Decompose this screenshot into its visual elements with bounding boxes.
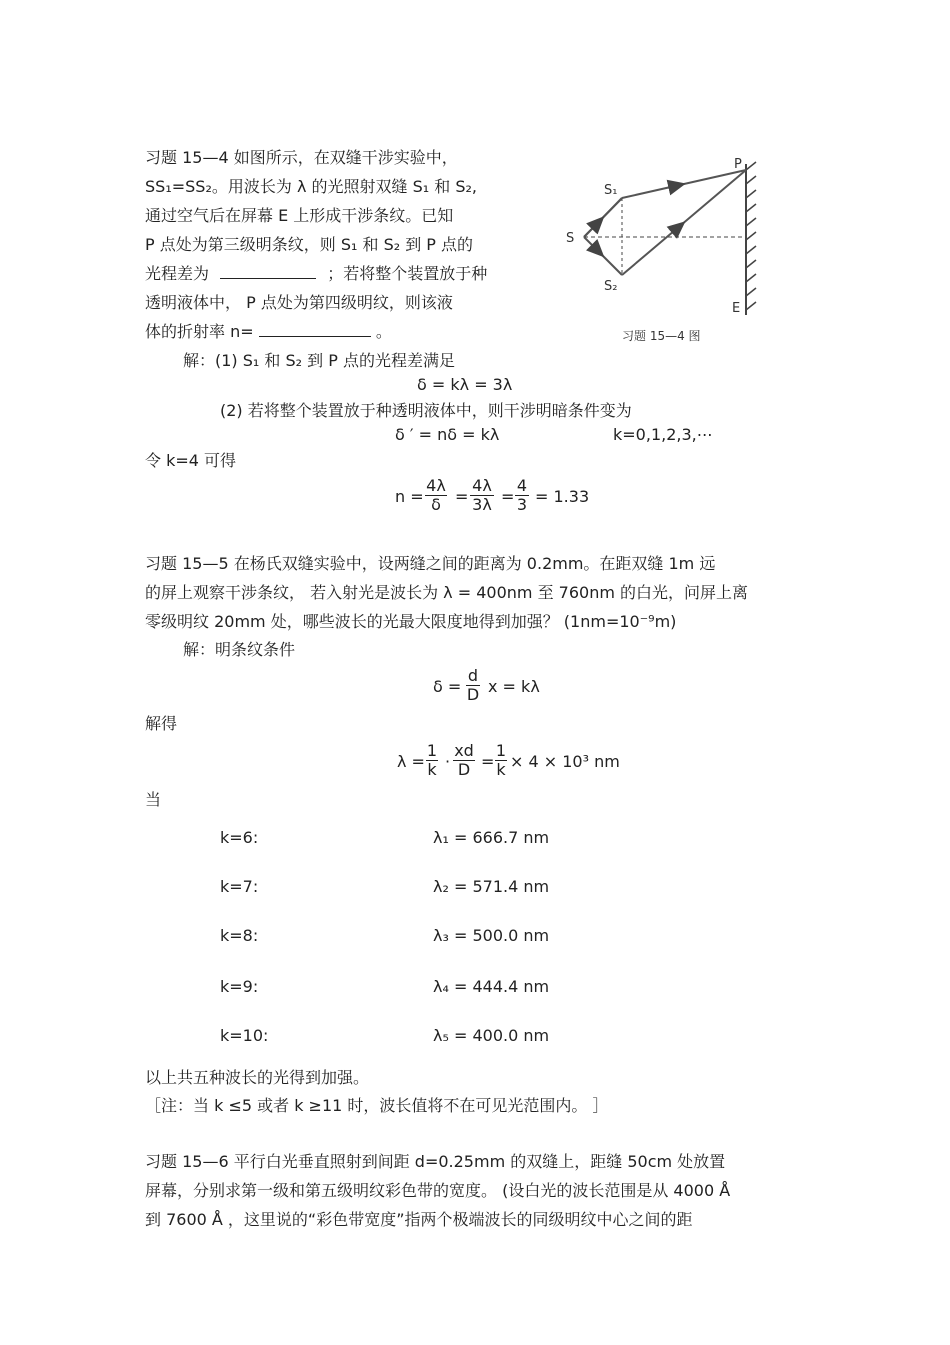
label-S1: S₁ bbox=[604, 183, 618, 198]
result-lambda: λ₂ = 571.4 nm bbox=[433, 877, 550, 896]
ray-s-s2 bbox=[584, 237, 622, 275]
p155-eq2-lhs: λ = bbox=[397, 752, 425, 771]
p154-line4: P 点处为第三级明条纹，则 S₁ 和 S₂ 到 P 点的 bbox=[145, 235, 474, 254]
p155-eq2-f2-num: xd bbox=[454, 741, 474, 760]
label-P: P bbox=[734, 157, 742, 172]
result-lambda: λ₃ = 500.0 nm bbox=[433, 926, 550, 945]
result-k: k=6: bbox=[220, 828, 259, 847]
eq3-frac1 bbox=[425, 477, 447, 514]
result-lambda: λ₄ = 444.4 nm bbox=[433, 977, 550, 996]
p155-line1: 习题 15—5 在杨氏双缝实验中，设两缝之间的距离为 0.2mm。在距双缝 1m 远 bbox=[145, 554, 716, 573]
figure-caption: 习题 15—4 图 bbox=[622, 329, 701, 343]
p154-sol1: 解：(1) S₁ 和 S₂ 到 P 点的光程差满足 bbox=[183, 351, 455, 370]
eq3-eq2: = bbox=[501, 487, 515, 506]
p155-when: 当 bbox=[145, 790, 162, 809]
eq3-frac2 bbox=[470, 477, 494, 514]
p154-line6: 透明液体中， P 点处为第四级明纹，则该液 bbox=[145, 293, 453, 312]
answer-blank-refractive-index bbox=[259, 322, 371, 337]
answer-blank-path-difference bbox=[220, 264, 316, 279]
result-k: k=9: bbox=[220, 977, 259, 996]
p155-eq2-frac3 bbox=[495, 742, 507, 779]
result-lambda: λ₁ = 666.7 nm bbox=[433, 828, 550, 847]
result-k: k=8: bbox=[220, 926, 259, 945]
p155-eq1-rhs: x = kλ bbox=[488, 677, 540, 696]
eq3-frac2-num: 4λ bbox=[472, 476, 492, 495]
p154-eq2-k: k=0,1,2,3,⋯ bbox=[613, 425, 713, 444]
p156-line2: 屏幕，分别求第一级和第五级明纹彩色带的宽度。 (设白光的波长范围是从 4000 Å bbox=[145, 1181, 731, 1200]
p154-line7b: 。 bbox=[375, 322, 392, 341]
p155-eq2-frac2 bbox=[453, 742, 475, 779]
p155-note: ［注：当 k ≤5 或者 k ≥11 时，波长值将不在可见光范围内。 ］ bbox=[145, 1096, 609, 1115]
p154-line5a: 光程差为 bbox=[145, 264, 210, 283]
eq3-result: = 1.33 bbox=[535, 487, 590, 506]
label-S2: S₂ bbox=[604, 279, 618, 294]
p155-eq1-lhs: δ = bbox=[433, 677, 462, 696]
eq3-frac2-den: 3λ bbox=[470, 495, 494, 514]
p154-line7a: 体的折射率 n= bbox=[145, 322, 254, 341]
p154-line5 bbox=[145, 264, 487, 284]
p155-eq1-den: D bbox=[466, 685, 480, 704]
p155-eq2-f1-den: k bbox=[427, 760, 437, 779]
p154-line2: SS₁=SS₂。用波长为 λ 的光照射双缝 S₁ 和 S₂, bbox=[145, 177, 477, 196]
p155-eq2-f2-den: D bbox=[453, 760, 475, 779]
p155-eq2-eq: = bbox=[481, 752, 495, 771]
p154-line1: 习题 15—4 如图所示，在双缝干涉实验中， bbox=[145, 148, 458, 167]
result-k: k=10: bbox=[220, 1026, 269, 1045]
p155-conclusion: 以上共五种波长的光得到加强。 bbox=[145, 1068, 370, 1087]
p155-solve: 解得 bbox=[145, 714, 178, 733]
p155-eq2-dot: · bbox=[445, 752, 451, 771]
p154-eq1: δ = kλ = 3λ bbox=[417, 375, 513, 394]
p154-line7 bbox=[145, 322, 392, 342]
eq3-frac3-num: 4 bbox=[516, 476, 528, 495]
p154-let-k4: 令 k=4 可得 bbox=[145, 451, 237, 470]
p155-eq1-frac bbox=[466, 667, 480, 704]
p155-eq2-frac1 bbox=[426, 742, 438, 779]
ray-s2-p bbox=[622, 170, 746, 275]
p155-eq2-f3-den: k bbox=[496, 760, 506, 779]
p155-sol-title: 解：明条纹条件 bbox=[183, 640, 296, 659]
p156-line1: 习题 15—6 平行白光垂直照射到间距 d=0.25mm 的双缝上，距缝 50cm 处放置 bbox=[145, 1152, 726, 1171]
label-E: E bbox=[732, 301, 741, 316]
p155-eq2-rhs: × 4 × 10³ nm bbox=[510, 752, 620, 771]
p154-line3: 通过空气后在屏幕 E 上形成干涉条纹。已知 bbox=[145, 206, 454, 225]
label-S: S bbox=[566, 231, 575, 246]
double-slit-figure bbox=[560, 150, 780, 350]
result-k: k=7: bbox=[220, 877, 259, 896]
eq3-frac1-den: δ bbox=[425, 495, 447, 514]
p155-eq1-num: d bbox=[467, 666, 479, 685]
p155-eq2-f3-num: 1 bbox=[495, 741, 507, 760]
ray-s1-p bbox=[622, 170, 746, 198]
p155-line2: 的屏上观察干涉条纹， 若入射光是波长为 λ = 400nm 至 760nm 的白光，问屏上离 bbox=[145, 583, 749, 602]
eq3-frac3 bbox=[515, 477, 529, 514]
p154-eq2: δ ′ = nδ = kλ bbox=[395, 425, 500, 444]
eq3-frac3-den: 3 bbox=[516, 495, 528, 514]
eq3-lhs: n = bbox=[395, 487, 424, 506]
p154-line5b: ；若将整个装置放于种 bbox=[327, 264, 488, 283]
eq3-frac1-num: 4λ bbox=[426, 476, 446, 495]
p155-eq2-f1-num: 1 bbox=[426, 741, 438, 760]
p156-line3: 到 7600 Å ，这里说的“彩色带宽度”指两个极端波长的同级明纹中心之间的距 bbox=[145, 1210, 693, 1229]
p155-line3: 零级明纹 20mm 处，哪些波长的光最大限度地得到加强？ (1nm=10⁻⁹m) bbox=[145, 612, 677, 631]
eq3-eq: = bbox=[455, 487, 469, 506]
p154-sol2: (2) 若将整个装置放于种透明液体中，则干涉明暗条件变为 bbox=[220, 401, 632, 420]
result-lambda: λ₅ = 400.0 nm bbox=[433, 1026, 550, 1045]
screen-hatch bbox=[746, 162, 756, 310]
